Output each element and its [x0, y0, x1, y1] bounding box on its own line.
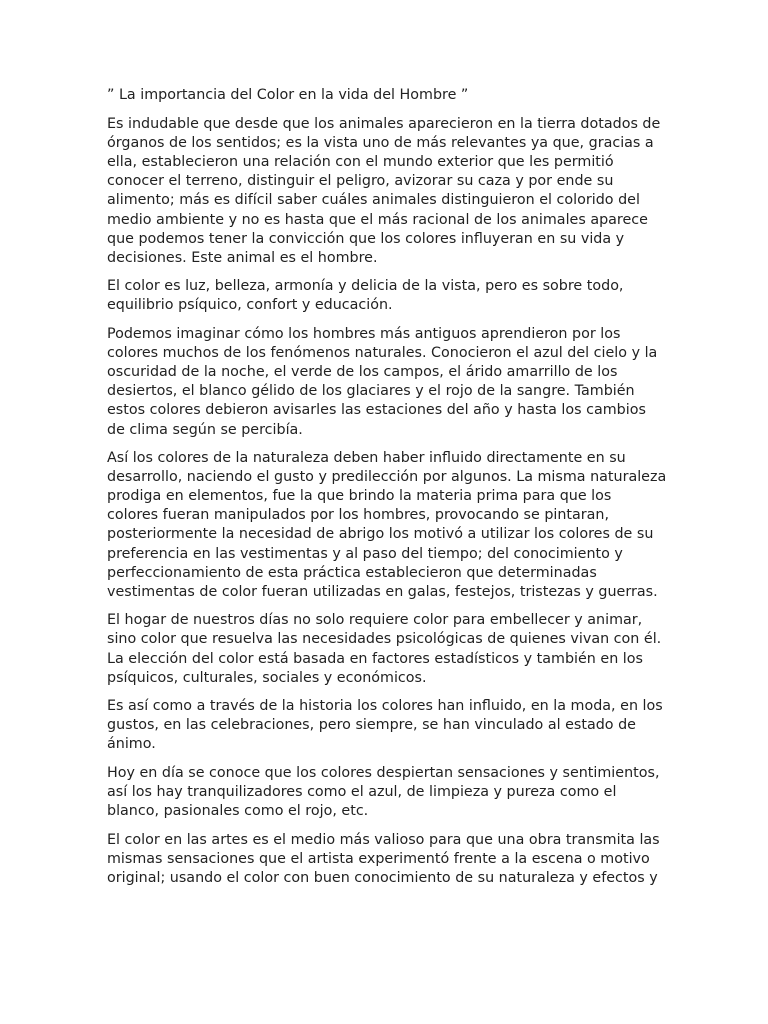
paragraph-7: Hoy en día se conoce que los colores despiertan sensaciones y sentimientos, así los hay tranquilizadores como el azul, de limpieza y pureza como el blanco, pasionales como el rojo, etc. [107, 765, 660, 820]
paragraph-6: Es así como a través de la historia los colores han influido, en la moda, en los gustos, en las celebraciones, pero siempre, se han vinculado al estado de ánimo. [107, 698, 663, 753]
document-page [107, 86, 667, 888]
paragraph-8: El color en las artes es el medio más valioso para que una obra transmita las mismas sensaciones que el artista experimentó frente a la escena o motivo original; usando el color con buen conocimiento de su naturaleza y efectos y [107, 831, 660, 886]
paragraph-2: El color es luz, belleza, armonía y delicia de la vista, pero es sobre todo, equilibrio psíquico, confort y educación. [107, 278, 624, 314]
document-title: ” La importancia del Color en la vida del Hombre ” [107, 87, 469, 103]
paragraph-5: El hogar de nuestros días no solo requiere color para embellecer y animar, sino color que resuelva las necesidades psicológicas de quienes vivan con él. La elección del color está basada en factores estadísticos y también en los psíquicos, culturales, sociales y económicos. [107, 612, 662, 686]
paragraph-4: Así los colores de la naturaleza deben haber influido directamente en su desarrollo, naciendo el gusto y predilección por algunos. La misma naturaleza prodiga en elementos, fue la que brindo la materia prima para que los colores fueran manipulados por los hombres, provocando se pintaran, posteriormente la necesidad de abrigo los motivó a utilizar los colores de su preferencia en las vestimentas y al paso del tiempo; del conocimiento y perfeccionamiento de esta práctica establecieron que determinadas vestimentas de color fueran utilizadas en galas, festejos, tristezas y guerras. [107, 450, 667, 600]
paragraph-1: Es indudable que desde que los animales aparecieron en la tierra dotados de órganos de los sentidos; es la vista uno de más relevantes ya que, gracias a ella, establecieron una relación con el mundo exterior que les permitió conocer el terreno, distinguir el peligro, avizorar su caza y por ende su alimento; más es difícil saber cuáles animales distinguieron el colorido del medio ambiente y no es hasta que el más racional de los animales aparece que podemos tener la convicción que los colores influyeran en su vida y decisiones. Este animal es el hombre. [107, 116, 661, 266]
paragraph-3: Podemos imaginar cómo los hombres más antiguos aprendieron por los colores muchos de los fenómenos naturales. Conocieron el azul del cielo y la oscuridad de la noche, el verde de los campos, el árido amarrillo de los desiertos, el blanco gélido de los glaciares y el rojo de la sangre. También estos colores debieron avisarles las estaciones del año y hasta los cambios de clima según se percibía. [107, 326, 658, 438]
